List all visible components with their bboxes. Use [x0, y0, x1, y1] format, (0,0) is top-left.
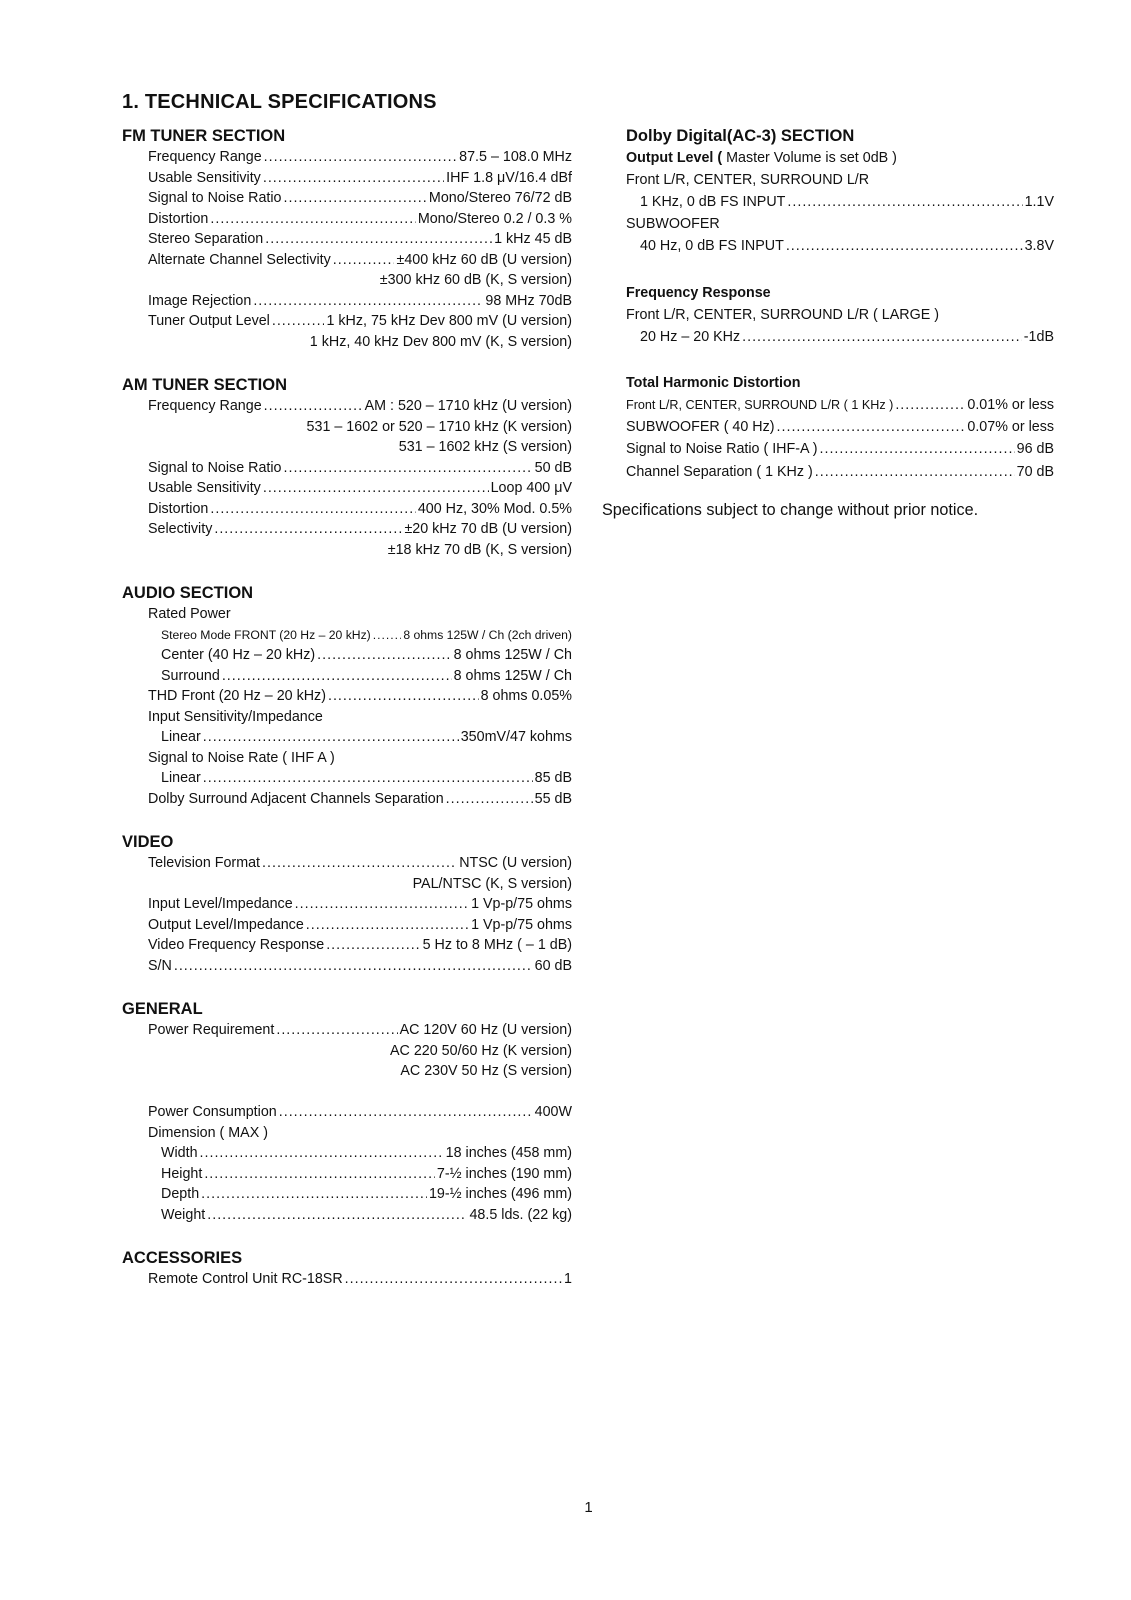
spec-value: PAL/NTSC (K, S version) — [412, 875, 572, 892]
subsection-heading — [626, 147, 1054, 169]
spec-label: Selectivity — [148, 521, 213, 537]
leader-dots — [284, 458, 533, 479]
spec-row — [122, 1020, 572, 1041]
spec-label: Surround — [161, 667, 220, 684]
spec-label: Signal to Noise Ratio — [148, 459, 282, 476]
spec-label: Channel Separation ( 1 KHz ) — [626, 463, 813, 480]
spec-value: 60 dB — [534, 957, 572, 974]
spec-label: Weight — [161, 1206, 206, 1223]
leader-dots — [279, 1102, 533, 1123]
spec-label: Power Consumption — [148, 1104, 277, 1120]
leader-dots — [777, 416, 966, 438]
spec-row — [122, 789, 572, 810]
spec-value: IHF 1.8 μV/16.4 dBf — [446, 169, 572, 186]
spec-value: 8 ohms 125W / Ch (2ch driven) — [403, 627, 572, 642]
spec-label: Dimension ( MAX ) — [148, 1124, 268, 1141]
spec-row-continued — [122, 540, 572, 561]
spec-label: Frequency Range — [148, 149, 262, 165]
spec-label: THD Front (20 Hz – 20 kHz) — [148, 688, 326, 704]
leader-dots — [742, 326, 1022, 348]
leader-dots — [200, 1143, 444, 1164]
spec-row — [122, 168, 572, 189]
spec-value: 531 – 1602 kHz (S version) — [398, 439, 572, 455]
leader-dots — [264, 147, 457, 168]
leader-dots — [214, 519, 402, 540]
spec-label: Alternate Channel Selectivity — [148, 251, 331, 268]
spec-text: Front L/R, CENTER, SURROUND L/R — [626, 172, 870, 188]
spec-label: Distortion — [148, 210, 209, 227]
leader-dots — [446, 789, 533, 810]
leader-dots — [333, 250, 395, 271]
spec-row — [122, 250, 572, 271]
spec-label: S/N — [148, 957, 172, 974]
spec-row — [626, 416, 1054, 438]
spec-row — [626, 191, 1054, 213]
spec-label: Image Rejection — [148, 292, 252, 309]
spec-label: Dolby Surround Adjacent Channels Separation — [148, 790, 444, 807]
subsection-heading: Frequency Response — [626, 284, 771, 301]
spec-row — [122, 209, 572, 230]
spec-value: 5 Hz to 8 MHz ( – 1 dB) — [422, 937, 572, 953]
subsection-heading-bold: Output Level ( — [626, 150, 723, 166]
spec-label: Stereo Mode FRONT (20 Hz – 20 kHz) — [161, 627, 371, 642]
spec-value: 400W — [534, 1104, 572, 1120]
spec-value: AC 120V 60 Hz (U version) — [399, 1022, 572, 1038]
spec-value: 8 ohms 125W / Ch — [453, 647, 572, 663]
spec-label: Power Requirement — [148, 1022, 275, 1038]
spec-label: Input Sensitivity/Impedance — [148, 708, 323, 725]
section-heading: AM TUNER SECTION — [122, 376, 287, 394]
spec-row — [626, 461, 1054, 483]
spec-row — [122, 645, 572, 666]
spec-row — [122, 1269, 572, 1290]
spec-value: 98 MHz 70dB — [485, 292, 572, 309]
spec-row — [122, 1123, 572, 1144]
spec-row — [122, 519, 572, 540]
spec-label: Tuner Output Level — [148, 313, 270, 329]
spec-row — [122, 458, 572, 479]
leader-dots — [264, 396, 363, 417]
spec-label: Center (40 Hz – 20 kHz) — [161, 647, 316, 663]
spec-value: 8 ohms 0.05% — [480, 688, 572, 704]
section-heading: ACCESSORIES — [122, 1249, 243, 1267]
spec-row — [122, 894, 572, 915]
spec-value: 55 dB — [534, 790, 572, 807]
leader-dots — [263, 478, 489, 499]
spec-value: 400 Hz, 30% Mod. 0.5% — [417, 500, 572, 517]
spec-label: SUBWOOFER ( 40 Hz) — [626, 419, 775, 436]
spec-row — [122, 1184, 572, 1205]
spec-label: Depth — [161, 1186, 200, 1202]
spec-value: 87.5 – 108.0 MHz — [459, 149, 572, 165]
spec-row-continued — [122, 1061, 572, 1082]
fm-rows — [122, 147, 572, 352]
spec-value: 1 Vp-p/75 ohms — [471, 916, 572, 933]
spec-row — [122, 768, 572, 789]
leader-dots — [815, 461, 1015, 483]
spec-row — [122, 935, 572, 956]
spec-value: 1 kHz 45 dB — [494, 231, 572, 247]
page-number: 1 — [584, 1499, 593, 1516]
spec-row-continued — [122, 437, 572, 458]
spec-value: 85 dB — [534, 770, 572, 786]
am-rows — [122, 396, 572, 560]
spec-value: 1 — [564, 1271, 572, 1287]
subsection-heading: Total Harmonic Distortion — [626, 374, 801, 391]
spec-value: 18 inches (458 mm) — [445, 1145, 572, 1161]
leader-dots — [295, 894, 469, 915]
spec-value: 3.8V — [1024, 238, 1054, 255]
spec-value: AM : 520 – 1710 kHz (U version) — [364, 398, 572, 414]
spec-row — [122, 625, 572, 646]
spec-row — [122, 499, 572, 520]
spec-value: 0.07% or less — [967, 419, 1054, 436]
leader-dots — [373, 625, 402, 646]
spec-row — [122, 311, 572, 332]
spec-label: Rated Power — [148, 606, 231, 622]
leader-dots — [210, 499, 415, 520]
spec-row — [626, 438, 1054, 460]
spec-value: 1 kHz, 40 kHz Dev 800 mV (K, S version) — [309, 333, 572, 350]
spec-label: 40 Hz, 0 dB FS INPUT — [640, 238, 784, 255]
spec-row-continued — [122, 332, 572, 353]
spec-value: ±18 kHz 70 dB (K, S version) — [387, 541, 572, 558]
leader-dots — [201, 1184, 427, 1205]
spec-value: ±20 kHz 70 dB (U version) — [404, 521, 572, 537]
spec-label: Output Level/Impedance — [148, 916, 304, 933]
spec-row — [122, 1164, 572, 1185]
page-title: 1. TECHNICAL SPECIFICATIONS — [122, 91, 437, 113]
spec-label: Front L/R, CENTER, SURROUND L/R ( 1 KHz ) — [626, 397, 894, 412]
spec-text: Front L/R, CENTER, SURROUND L/R ( LARGE ) — [626, 306, 939, 323]
accessories-section — [122, 1247, 572, 1290]
section-heading: VIDEO — [122, 833, 174, 851]
spec-row — [122, 707, 572, 728]
spec-label: Stereo Separation — [148, 231, 264, 247]
dolby-frequency-response — [626, 282, 1054, 348]
leader-dots — [262, 853, 457, 874]
spec-label: 20 Hz – 20 KHz — [640, 328, 741, 345]
spec-label: Frequency Range — [148, 398, 262, 414]
spec-row-continued — [122, 417, 572, 438]
leader-dots — [345, 1269, 562, 1290]
leader-dots — [820, 438, 1015, 460]
spec-label: Television Format — [148, 855, 261, 871]
spec-value: Mono/Stereo 76/72 dB — [428, 190, 572, 206]
spec-row — [122, 666, 572, 687]
dolby-output-level — [626, 147, 1054, 258]
spec-label: Video Frequency Response — [148, 937, 325, 953]
section-heading: GENERAL — [122, 1000, 203, 1018]
spec-row-continued — [122, 874, 572, 895]
spec-row — [122, 1205, 572, 1226]
spec-value: 50 dB — [534, 459, 572, 476]
spec-row — [122, 727, 572, 748]
leader-dots — [222, 666, 452, 687]
leader-dots — [276, 1020, 397, 1041]
spec-row — [626, 326, 1054, 348]
fm-tuner-section — [122, 125, 572, 352]
spacer — [122, 1082, 572, 1103]
spec-value: 7-½ inches (190 mm) — [436, 1165, 572, 1182]
spec-value: 96 dB — [1016, 441, 1054, 458]
spec-value: 1.1V — [1024, 194, 1054, 210]
spec-label: Width — [161, 1145, 198, 1161]
spec-label: Usable Sensitivity — [148, 169, 261, 186]
leader-dots — [204, 1164, 435, 1185]
spec-label: Remote Control Unit RC-18SR — [148, 1271, 343, 1287]
spec-label: 1 KHz, 0 dB FS INPUT — [640, 194, 786, 210]
spec-row — [122, 1102, 572, 1123]
spec-row-continued — [122, 1041, 572, 1062]
leader-dots — [174, 956, 533, 977]
spec-row — [122, 188, 572, 209]
leader-dots — [284, 188, 427, 209]
general-section — [122, 998, 572, 1225]
spec-row — [122, 748, 572, 769]
spec-label: Signal to Noise Rate ( IHF A ) — [148, 749, 335, 766]
leader-dots — [207, 1205, 467, 1226]
spec-label: Linear — [161, 770, 201, 786]
spec-row — [122, 147, 572, 168]
spec-value: 70 dB — [1016, 463, 1054, 480]
spec-value: 1 Vp-p/75 ohms — [471, 896, 572, 912]
leader-dots — [263, 168, 444, 189]
spec-label: Linear — [161, 729, 201, 745]
spec-row — [122, 478, 572, 499]
spec-label: Distortion — [148, 500, 209, 517]
spec-label: Signal to Noise Ratio ( IHF-A ) — [626, 441, 818, 458]
section-heading: FM TUNER SECTION — [122, 127, 286, 145]
leader-dots — [326, 935, 420, 956]
leader-dots — [895, 394, 965, 416]
video-section — [122, 831, 572, 976]
spec-text: SUBWOOFER — [626, 216, 720, 233]
spec-value: 1 kHz, 75 kHz Dev 800 mV (U version) — [326, 313, 572, 329]
spec-label: Height — [161, 1165, 203, 1182]
leader-dots — [265, 229, 492, 250]
spec-value: Loop 400 μV — [490, 480, 572, 496]
leader-dots — [253, 291, 483, 312]
spec-value: 8 ohms 125W / Ch — [453, 667, 572, 684]
spec-row — [122, 229, 572, 250]
leader-dots — [210, 209, 415, 230]
spec-value: -1dB — [1023, 328, 1054, 345]
spec-row — [122, 604, 572, 625]
spec-value: 48.5 lds. (22 kg) — [469, 1206, 572, 1223]
leader-dots — [317, 645, 451, 666]
left-column — [122, 125, 572, 1312]
spec-row — [626, 394, 1054, 416]
right-column — [626, 125, 1054, 507]
leader-dots — [203, 727, 459, 748]
notice-text: Specifications subject to change without prior notice. — [602, 501, 979, 519]
leader-dots — [787, 191, 1022, 213]
spec-row — [122, 291, 572, 312]
video-rows — [122, 853, 572, 976]
subsection-heading-note: Master Volume is set 0dB ) — [722, 150, 897, 166]
spec-label: Input Level/Impedance — [148, 896, 293, 912]
spec-row — [122, 915, 572, 936]
spec-row-continued — [122, 270, 572, 291]
spec-label: Signal to Noise Ratio — [148, 190, 282, 206]
spec-row — [122, 396, 572, 417]
audio-section — [122, 582, 572, 809]
spec-value: 531 – 1602 or 520 – 1710 kHz (K version) — [306, 418, 572, 435]
leader-dots — [272, 311, 325, 332]
spec-value: NTSC (U version) — [459, 855, 572, 871]
spec-value: 19-½ inches (496 mm) — [428, 1186, 572, 1202]
spec-value: 0.01% or less — [967, 396, 1054, 413]
leader-dots — [306, 915, 469, 936]
am-tuner-section — [122, 374, 572, 560]
section-heading: AUDIO SECTION — [122, 584, 254, 602]
spec-row — [626, 235, 1054, 257]
leader-dots — [203, 768, 533, 789]
spec-row — [122, 853, 572, 874]
dolby-thd — [626, 372, 1054, 483]
leader-dots — [328, 686, 479, 707]
spec-row — [122, 686, 572, 707]
spec-value: ±400 kHz 60 dB (U version) — [396, 251, 572, 268]
leader-dots — [786, 235, 1023, 257]
spec-row — [122, 1143, 572, 1164]
spec-value: ±300 kHz 60 dB (K, S version) — [379, 272, 572, 288]
section-heading: Dolby Digital(AC-3) SECTION — [626, 127, 855, 145]
spec-label: Usable Sensitivity — [148, 480, 261, 496]
spec-value: AC 230V 50 Hz (S version) — [400, 1063, 572, 1079]
spec-value: Mono/Stereo 0.2 / 0.3 % — [417, 210, 572, 227]
spec-row — [122, 956, 572, 977]
spec-value: AC 220 50/60 Hz (K version) — [390, 1042, 572, 1059]
spec-value: 350mV/47 kohms — [460, 729, 572, 745]
